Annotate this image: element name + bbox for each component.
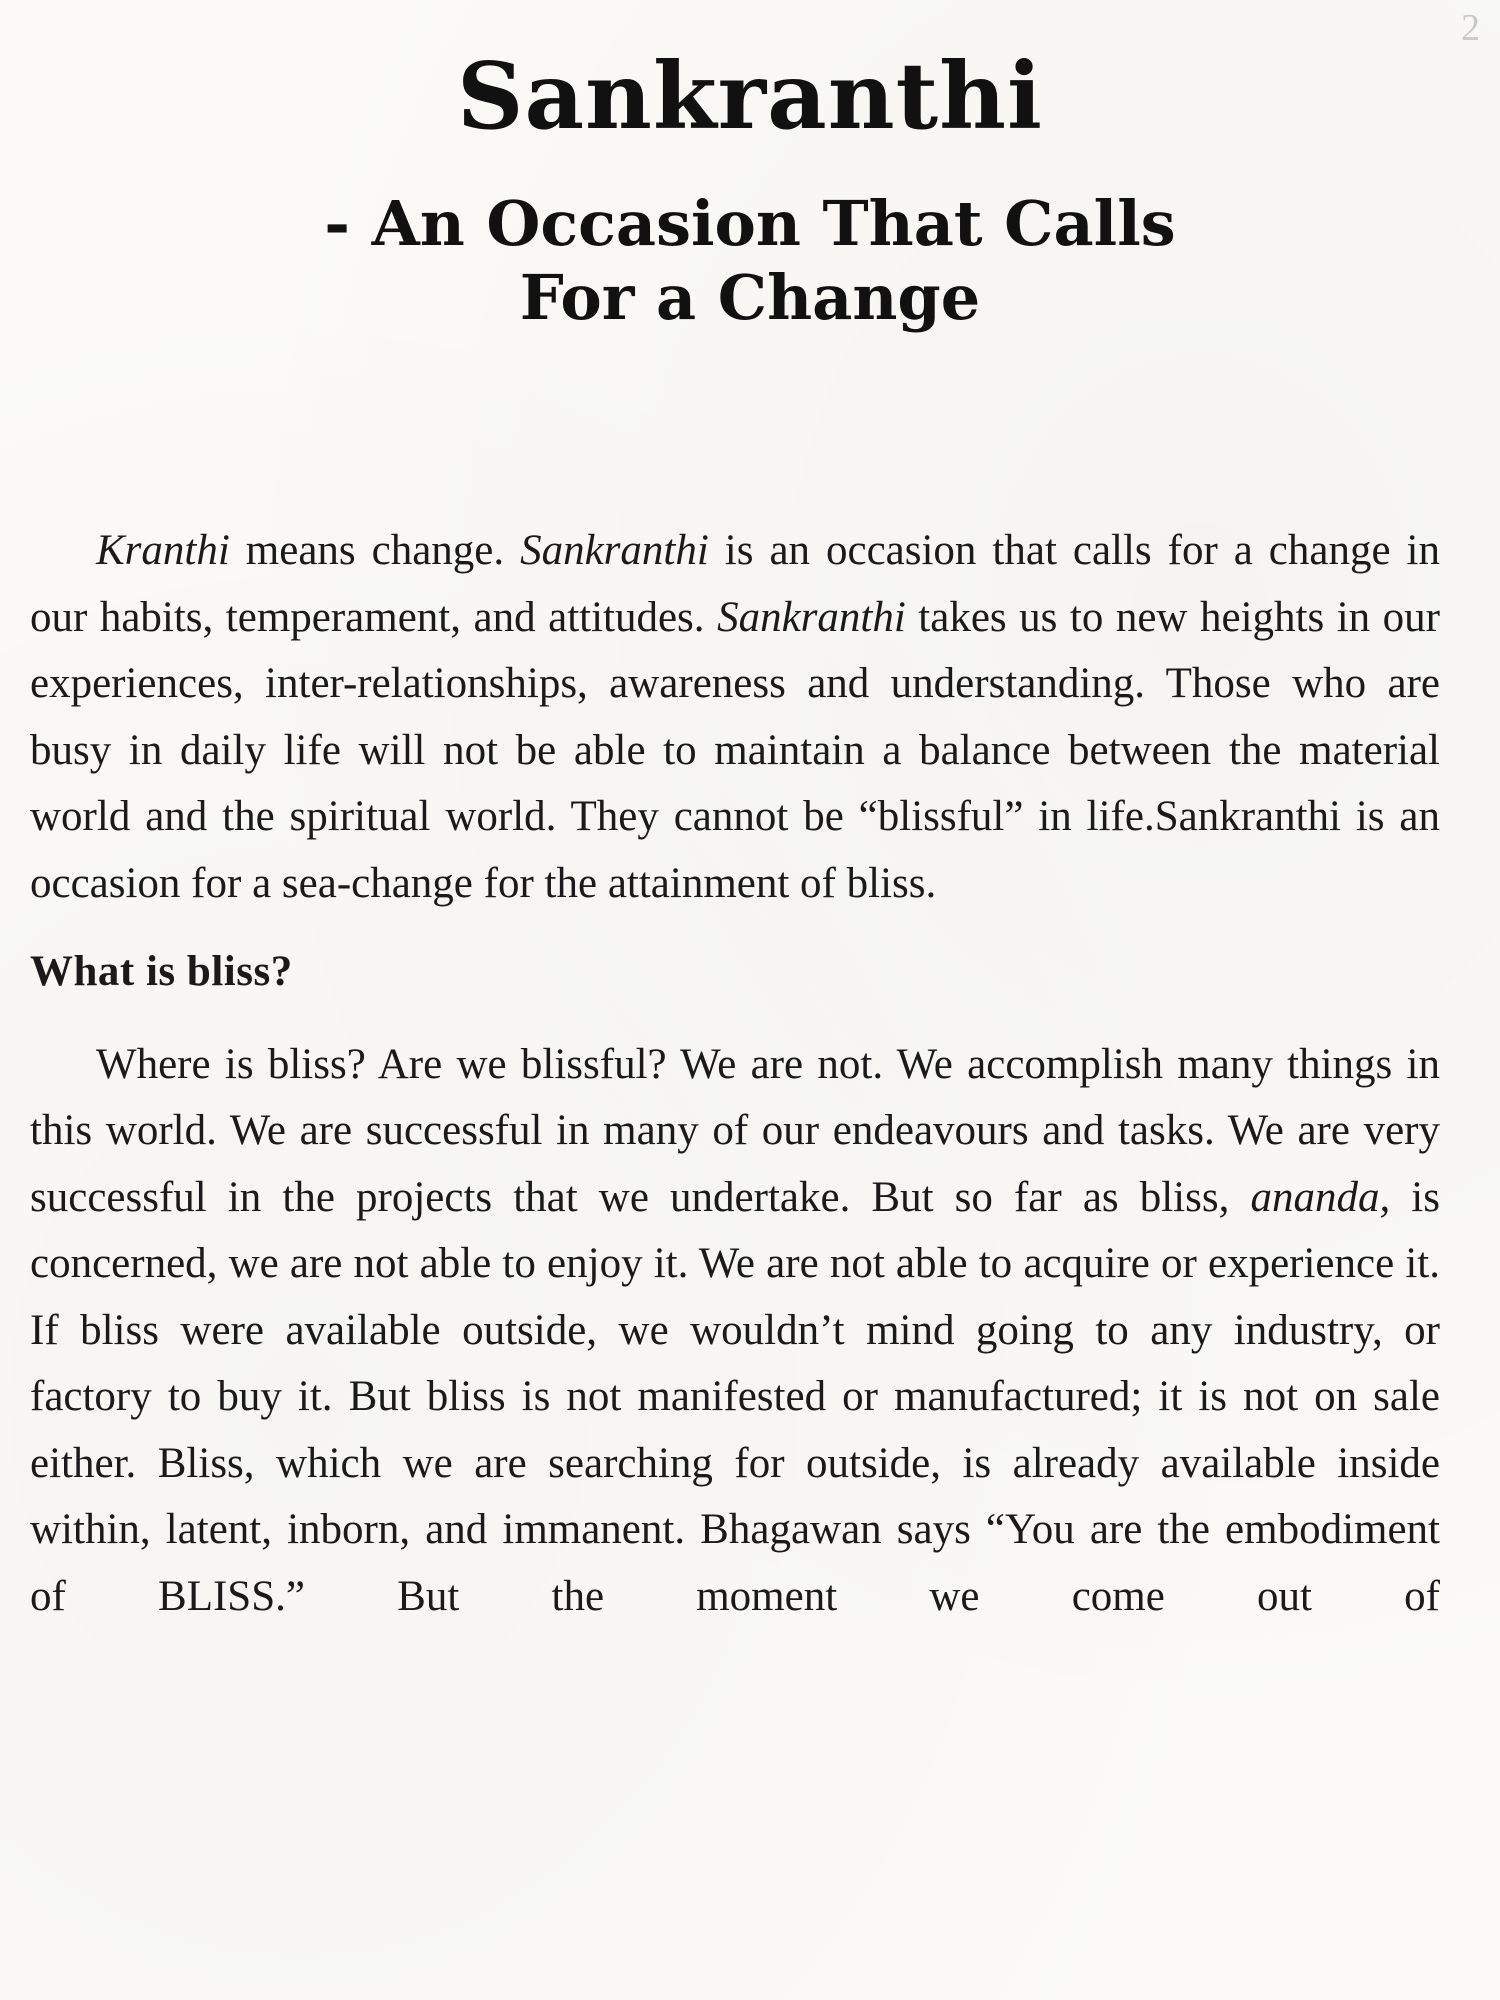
chapter-title: Sankranthi: [457, 42, 1043, 150]
section-heading: What is bliss?: [30, 948, 293, 995]
page-number: 2: [1461, 7, 1480, 49]
italic-term: Sankranthi: [717, 593, 906, 641]
paragraph-1: [30, 518, 1440, 917]
body-text: [30, 518, 1440, 1630]
paragraph-text: means change.: [229, 527, 521, 574]
paragraph-text: Where is bliss? Are we blissful? We are not. We accomplish many things in this world. We are successful in many of our endeavours and tasks. We are very successful in the projects that we undertake. But so far as bliss,: [30, 1040, 1440, 1221]
chapter-subtitle: [0, 187, 1500, 335]
chapter-header: [0, 42, 1500, 335]
italic-term: Kranthi: [96, 527, 230, 574]
italic-term: Sankranthi: [520, 527, 709, 574]
paragraph-text: is concerned, we are not able to enjoy it. We are not able to acquire or experience it. If bliss were available outside, we wouldn’t mind going to any industry, or factory to buy it. But bliss is not manifested or manufactured; it is not on sale either. Bliss, which we are searching for outside, is already available inside within, latent, inborn, and immanent. Bhagawan says “You are the embodiment of BLISS.” But the moment we come out of: [30, 1173, 1440, 1620]
paragraph-text: is an occasion that calls for a change in our habits, temperament, and attitudes.: [30, 527, 1440, 641]
subtitle-line-1: - An Occasion That Calls: [324, 187, 1176, 261]
paragraph-text: takes us to new heights in our experiences, inter-relationships, awareness and understanding. Those who are busy in daily life will not be able to maintain a balance between the material world and the spiritual world. They cannot be “blissful” in life.Sankranthi is an occasion for a sea-change for the attainment of bliss.: [30, 593, 1440, 907]
paragraph-2: [30, 1032, 1440, 1631]
subtitle-line-2: For a Change: [519, 261, 981, 335]
italic-term: ananda,: [1250, 1173, 1391, 1221]
